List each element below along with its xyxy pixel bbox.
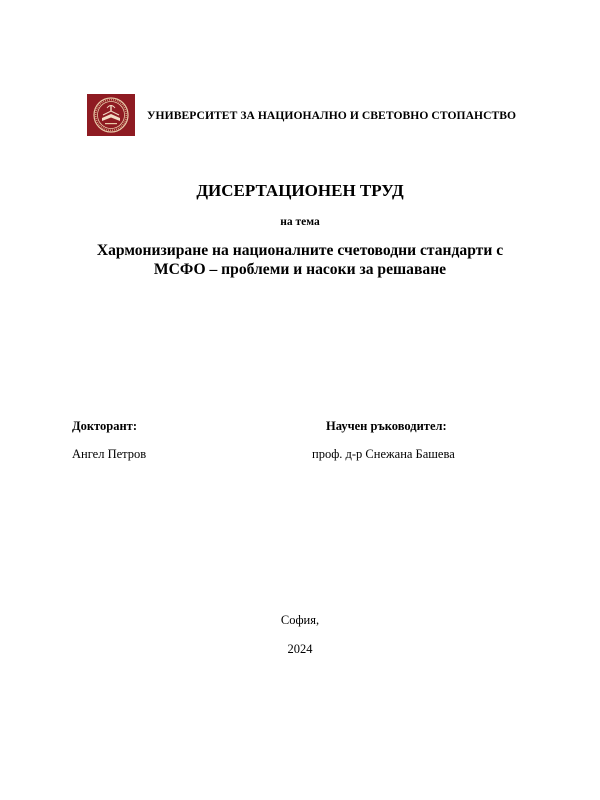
- university-name: УНИВЕРСИТЕТ ЗА НАЦИОНАЛНО И СВЕТОВНО СТОПАНСТВО: [147, 108, 517, 122]
- doctoral-student-label: Докторант:: [72, 419, 137, 433]
- header: [87, 94, 516, 136]
- supervisor-name: проф. д-р Снежана Башева: [312, 447, 455, 461]
- document-title: ДИСЕРТАЦИОНЕН ТРУД: [196, 181, 404, 200]
- doctoral-student-name: Ангел Петров: [72, 447, 147, 461]
- university-seal-icon: [87, 94, 135, 136]
- dissertation-topic: [0, 241, 600, 279]
- topic-line-2: МСФО – проблеми и насоки за решаване: [153, 261, 447, 278]
- city: София,: [280, 613, 320, 627]
- year: 2024: [287, 642, 313, 656]
- topic-label: на тема: [280, 216, 320, 228]
- topic-line-1: Хармонизиране на националните счетоводни стандарти с: [96, 242, 504, 259]
- supervisor-label: Научен ръководител:: [326, 419, 447, 433]
